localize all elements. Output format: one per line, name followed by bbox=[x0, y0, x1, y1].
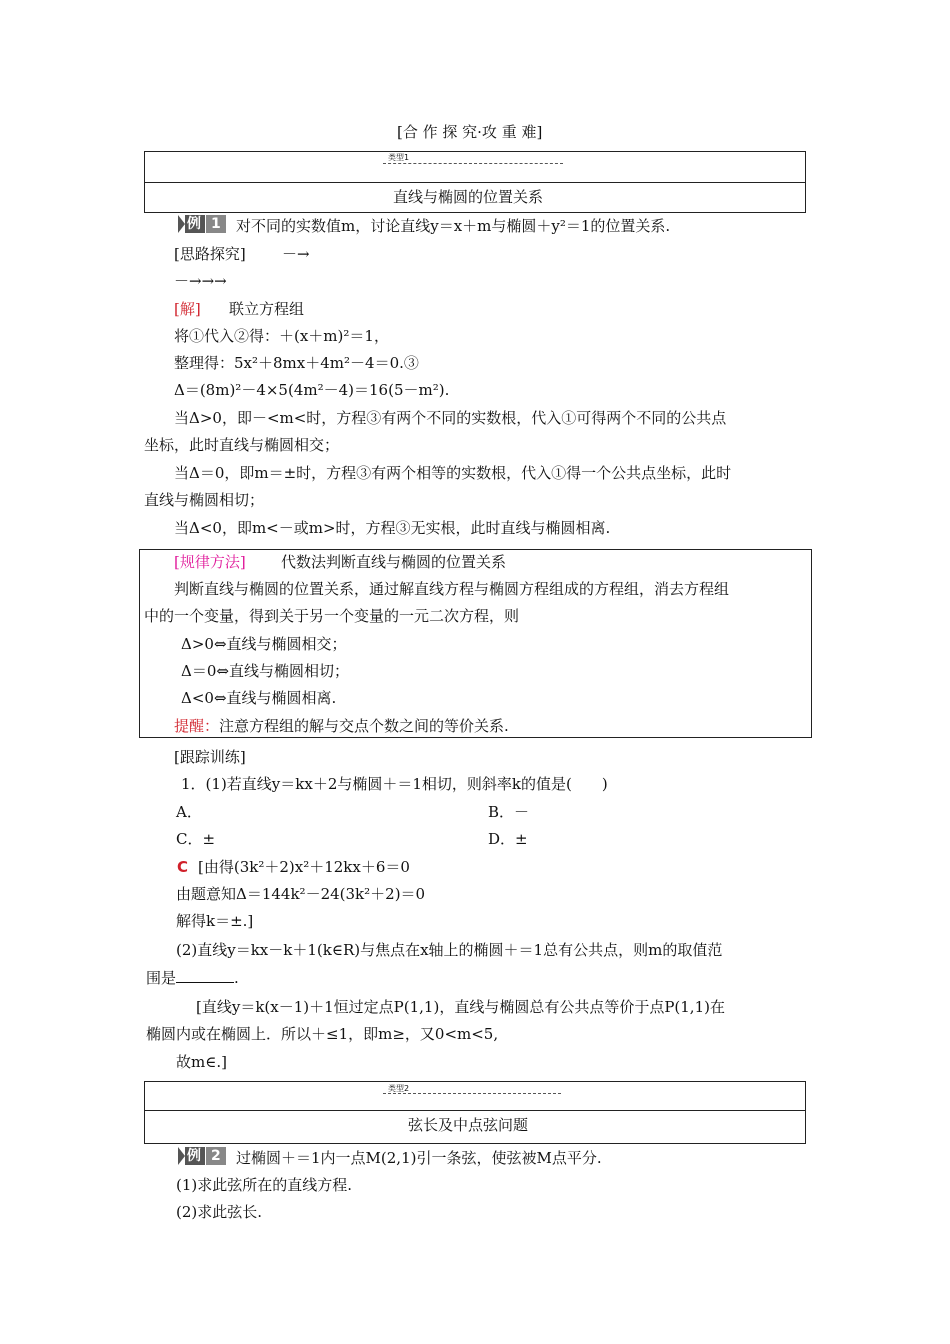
example-2-question: 过椭圆＋＝1内一点M(2,1)引一条弦，使弦被M点平分. bbox=[236, 1149, 602, 1167]
solution-line-5a: 当Δ>0，即－<m<时，方程③有两个不同的实数根，代入①可得两个不同的公共点 bbox=[174, 409, 727, 427]
example-2-badge bbox=[178, 1147, 226, 1165]
badge-number: 2 bbox=[206, 1147, 226, 1165]
think-label: [思路探究] bbox=[174, 245, 246, 263]
answer-2-line-3: 故m∈.] bbox=[176, 1053, 227, 1071]
type2-tag-underline bbox=[383, 1093, 561, 1094]
option-b: B．－ bbox=[488, 803, 530, 821]
type1-tag-underline bbox=[383, 163, 563, 164]
solution-line-3: 整理得：5x²＋8mx＋4m²－4＝0.③ bbox=[174, 354, 419, 372]
method-para-1b: 中的一个变量，得到关于另一个变量的一元二次方程，则 bbox=[144, 607, 520, 625]
badge-number: 1 bbox=[206, 215, 226, 233]
section-title: [合 作 探 究·攻 重 难] bbox=[397, 123, 543, 141]
type2-box bbox=[144, 1081, 806, 1144]
answer-1-line-1: [由得(3k²＋2)x²＋12kx＋6＝0 bbox=[198, 858, 410, 876]
practice-q2-line-2: 围是 . bbox=[146, 969, 239, 987]
solution-line-1: 联立方程组 bbox=[229, 300, 305, 318]
answer-2-line-1: [直线y＝k(x－1)＋1恒过定点P(1,1)，直线与椭圆总有公共点等价于点P(1,1)在 bbox=[196, 998, 725, 1016]
badge-arrow-icon bbox=[178, 1147, 185, 1165]
tip-text: 注意方程组的解与交点个数之间的等价关系. bbox=[219, 717, 509, 735]
type2-tag: 类型2 bbox=[388, 1084, 410, 1093]
answer-2-line-2: 椭圆内或在椭圆上．所以＋≤1，即m≥，又0<m<5, bbox=[146, 1025, 499, 1043]
type2-title: 弦长及中点弦问题 bbox=[408, 1116, 529, 1134]
answer-1-line-3: 解得k＝±.] bbox=[176, 912, 254, 930]
method-para-1a: 判断直线与椭圆的位置关系，通过解直线方程与椭圆方程组成的方程组，消去方程组 bbox=[174, 580, 730, 598]
option-a: A． bbox=[176, 803, 202, 821]
practice-label: [跟踪训练] bbox=[174, 748, 246, 766]
solution-line-6a: 当Δ＝0，即m＝±时，方程③有两个相等的实数根，代入①得一个公共点坐标，此时 bbox=[174, 464, 732, 482]
answer-1-line-2: 由题意知Δ＝144k²－24(3k²＋2)＝0 bbox=[176, 885, 426, 903]
method-case-2: Δ＝0⇔直线与椭圆相切； bbox=[181, 662, 349, 680]
think-arrows-2: －→→→ bbox=[174, 272, 227, 290]
type1-tag: 类型1 bbox=[388, 153, 410, 162]
method-title: 代数法判断直线与椭圆的位置关系 bbox=[281, 553, 507, 571]
option-d: D．± bbox=[488, 830, 528, 848]
solution-line-6b: 直线与椭圆相切； bbox=[144, 491, 265, 509]
think-arrow-1: －→ bbox=[282, 245, 310, 263]
practice-q1: 1．(1)若直线y＝kx＋2与椭圆＋＝1相切，则斜率k的值是( ) bbox=[181, 775, 608, 793]
badge-arrow-icon bbox=[178, 215, 185, 233]
type2-divider bbox=[144, 1110, 806, 1111]
method-label: [规律方法] bbox=[174, 553, 246, 571]
practice-q2-line-1: (2)直线y＝kx－k＋1(k∈R)与焦点在x轴上的椭圆＋＝1总有公共点，则m的取值范 bbox=[176, 941, 723, 959]
example-1-badge bbox=[178, 215, 226, 233]
method-case-1: Δ>0⇔直线与椭圆相交； bbox=[181, 635, 347, 653]
option-c: C．± bbox=[176, 830, 216, 848]
method-tip bbox=[174, 719, 509, 734]
answer-blank bbox=[176, 972, 234, 983]
method-case-3: Δ<0⇔直线与椭圆相离. bbox=[181, 689, 337, 707]
badge-label: 例 bbox=[185, 215, 205, 233]
solution-line-2: 将①代入②得：＋(x＋m)²＝1， bbox=[174, 327, 389, 345]
example-2-sub-2: (2)求此弦长. bbox=[176, 1203, 263, 1221]
example-2-sub-1: (1)求此弦所在的直线方程. bbox=[176, 1176, 353, 1194]
answer-1-letter: C bbox=[177, 858, 189, 876]
solution-line-5b: 坐标，此时直线与椭圆相交； bbox=[144, 436, 340, 454]
tip-label: 提醒： bbox=[174, 717, 220, 735]
type1-divider bbox=[144, 182, 806, 183]
example-1-question: 对不同的实数值m，讨论直线y＝x＋m与椭圆＋y²＝1的位置关系. bbox=[236, 217, 671, 235]
solution-line-4: Δ＝(8m)²－4×5(4m²－4)＝16(5－m²). bbox=[174, 381, 450, 399]
solution-line-7: 当Δ<0，即m<－或m>时，方程③无实根，此时直线与椭圆相离. bbox=[174, 519, 611, 537]
badge-label: 例 bbox=[185, 1147, 205, 1165]
solution-label: [解] bbox=[174, 300, 201, 318]
type1-title: 直线与椭圆的位置关系 bbox=[393, 188, 544, 206]
